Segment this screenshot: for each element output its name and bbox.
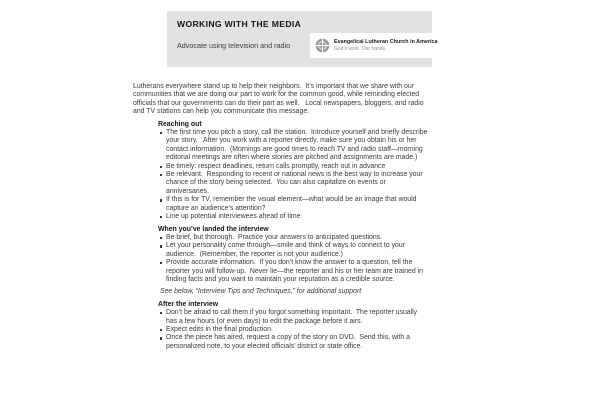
- bullet-item: Provide accurate information. If you don’t know the answer to a question, tell the reporter you will follow-up. Never lie—the reporter and his or her team are trained in finding facts and you want to maintain your reputation as a credible source.: [158, 259, 429, 284]
- elca-logo-box: [310, 33, 438, 58]
- section-reaching-out: [158, 121, 429, 222]
- bullet-item: Be timely: respect deadlines, return calls promptly, reach out in advance: [158, 163, 429, 171]
- elca-logo-text: [334, 39, 437, 52]
- elca-cross-emblem-icon: [315, 38, 330, 53]
- page-title: WORKING WITH THE MEDIA: [177, 19, 302, 29]
- note-line: See below, “Interview Tips and Techniques,” for additional support: [160, 288, 362, 296]
- bullet-list: [158, 129, 429, 221]
- bullet-list: [158, 234, 429, 284]
- bullet-item: Once the piece has aired, request a copy of the story on DVD. Send this, with a personalized note, to your elected officials’ district or state office.: [158, 334, 429, 351]
- bullet-item: The first time you pitch a story, call the station. Introduce yourself and briefly describe your story. After you work with a reporter directly, make sure you obtain his or her contact information. (Mornings are good times to reach TV and radio staff—morning editorial meetings are often where stories are pitched and assignments are made.): [158, 129, 429, 163]
- bullet-item: Expect edits in the final production.: [158, 326, 429, 334]
- bullet-list: [158, 309, 429, 351]
- bullet-item: Line up potential interviewees ahead of time: [158, 213, 429, 221]
- section-after-interview: [158, 301, 429, 351]
- bullet-item: Be brief, but thorough. Practice your answers to anticipated questions.: [158, 234, 429, 242]
- section-landed-interview: [158, 226, 429, 285]
- org-tagline: God’s work. Our hands.: [334, 45, 387, 52]
- intro-paragraph: Lutherans everywhere stand up to help their neighbors. It’s important that we share with our communities that we are doing our part to work for the common good, while reminding elected officials that our governments can do their part as well. Local newspapers, bloggers, and radio and TV stations can help you communicate this message.: [133, 83, 426, 116]
- document-body: [133, 83, 429, 355]
- page-subtitle: Advocate using television and radio: [177, 41, 291, 50]
- bullet-item: Be relevant. Responding to recent or national news is the best way to increase your chance of the story being selected. You can also capitalize on events or anniversaries.: [158, 171, 429, 196]
- bullet-item: Let your personality come through—smile and think of ways to connect to your audience. (Remember, the reporter is not your audience.): [158, 242, 429, 259]
- org-name: Evangelical Lutheran Church in America: [334, 39, 438, 45]
- section-heading: Reaching out: [158, 120, 202, 128]
- section-heading: When you’ve landed the interview: [158, 225, 269, 233]
- header-banner: [167, 11, 438, 67]
- bullet-item: If this is for TV, remember the visual element—what would be an image that would capture an audience’s attention?: [158, 196, 429, 213]
- bullet-item: Don’t be afraid to call them if you forgot something important. The reporter usually has a few hours (or even days) to edit the package before it airs.: [158, 309, 429, 326]
- section-heading: After the interview: [158, 300, 219, 308]
